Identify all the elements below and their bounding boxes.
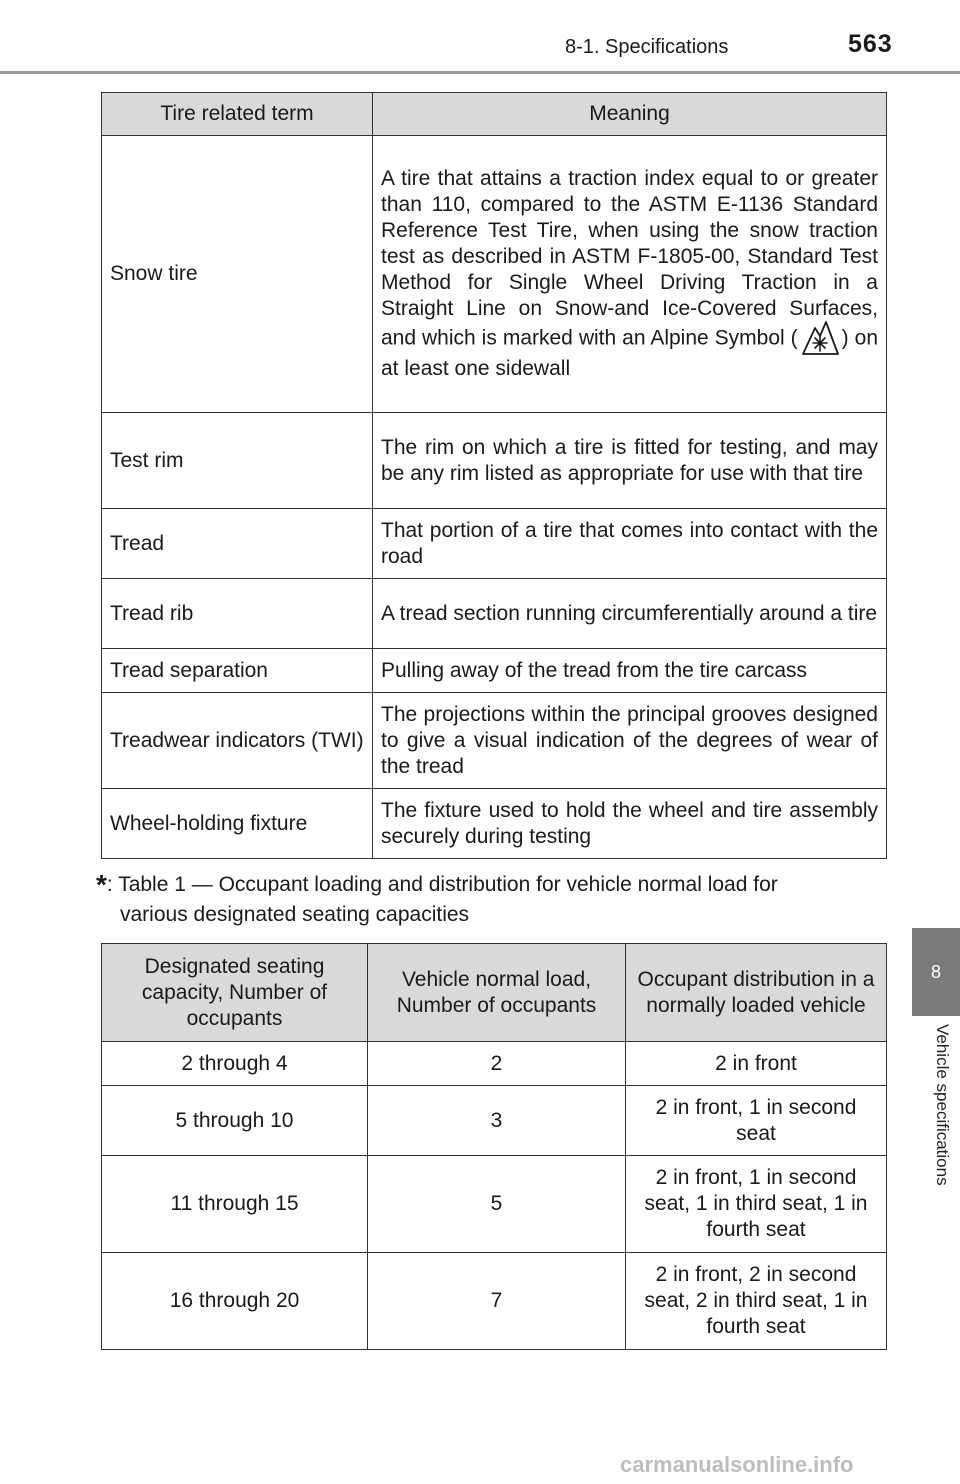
table-row xyxy=(102,413,887,509)
term-cell: Tread separation xyxy=(102,649,373,693)
footnote-line-1: : Table 1 — Occupant loading and distribution for vehicle normal load for xyxy=(106,873,778,896)
meaning-text-cont: ) on at least one sidewall xyxy=(381,326,879,380)
meaning-text: A tire that attains a traction index equal to or greater than 110, compared to the ASTM E-1136 Standard Reference Test Tire, when using the snow traction test as described in ASTM F-1805-00, Standard Test Method for Single Wheel Driving Traction in a Straight Line on Snow-and Ice-Covered Surfaces, and which is marked with an Alpine Symbol ( xyxy=(381,167,878,350)
section-title: 8-1. Specifications xyxy=(565,36,729,58)
footnote-marker: * xyxy=(96,869,107,900)
seating-capacity-cell: 5 through 10 xyxy=(102,1086,368,1156)
table-row xyxy=(102,509,887,579)
table-row xyxy=(102,649,887,693)
meaning-cell: Pulling away of the tread from the tire carcass xyxy=(373,649,887,693)
column-header-meaning: Meaning xyxy=(373,93,887,136)
seating-capacity-cell: 11 through 15 xyxy=(102,1156,368,1253)
chapter-number: 8 xyxy=(930,961,941,982)
meaning-cell: A tread section running circumferentially around a tire xyxy=(373,579,887,649)
normal-load-cell: 7 xyxy=(368,1253,626,1350)
term-cell: Snow tire xyxy=(102,136,373,413)
footnote xyxy=(96,870,896,930)
table-row xyxy=(102,1086,887,1156)
table-row xyxy=(102,1253,887,1350)
occupant-loading-table xyxy=(101,943,887,1350)
column-header-distribution: Occupant distribution in a normally loaded vehicle xyxy=(626,944,887,1042)
distribution-cell: 2 in front, 1 in second seat, 1 in third seat, 1 in fourth seat xyxy=(626,1156,887,1253)
seating-capacity-cell: 16 through 20 xyxy=(102,1253,368,1350)
column-header-seating-capacity: Designated seating capacity, Number of occupants xyxy=(102,944,368,1042)
table-row xyxy=(102,579,887,649)
meaning-cell xyxy=(373,136,887,413)
distribution-cell: 2 in front, 2 in second seat, 2 in third seat, 1 in fourth seat xyxy=(626,1253,887,1350)
distribution-cell: 2 in front, 1 in second seat xyxy=(626,1086,887,1156)
tire-terms-table xyxy=(101,92,887,859)
term-cell: Treadwear indicators (TWI) xyxy=(102,693,373,789)
table-header-row xyxy=(102,93,887,136)
table-row xyxy=(102,693,887,789)
header-divider xyxy=(0,71,960,74)
watermark: carmanualsonline.info xyxy=(620,1452,854,1477)
term-cell: Wheel-holding fixture xyxy=(102,789,373,859)
table-row xyxy=(102,789,887,859)
meaning-cell: That portion of a tire that comes into contact with the road xyxy=(373,509,887,579)
meaning-cell: The projections within the principal grooves designed to give a visual indication of the degrees of wear of the tread xyxy=(373,693,887,789)
distribution-cell: 2 in front xyxy=(626,1042,887,1086)
meaning-cell: The rim on which a tire is fitted for testing, and may be any rim listed as appropriate for use with that tire xyxy=(373,413,887,509)
table-row xyxy=(102,1042,887,1086)
column-header-normal-load: Vehicle normal load, Number of occupants xyxy=(368,944,626,1042)
term-cell: Tread rib xyxy=(102,579,373,649)
normal-load-cell: 5 xyxy=(368,1156,626,1253)
normal-load-cell: 2 xyxy=(368,1042,626,1086)
chapter-tab[interactable] xyxy=(912,928,960,1016)
column-header-term: Tire related term xyxy=(102,93,373,136)
term-cell: Test rim xyxy=(102,413,373,509)
table-header-row xyxy=(102,944,887,1042)
term-cell: Tread xyxy=(102,509,373,579)
chapter-label: Vehicle specifications xyxy=(933,1024,952,1186)
footnote-line-2: various designated seating capacities xyxy=(120,903,470,926)
normal-load-cell: 3 xyxy=(368,1086,626,1156)
table-row xyxy=(102,1156,887,1253)
table-row xyxy=(102,136,887,413)
seating-capacity-cell: 2 through 4 xyxy=(102,1042,368,1086)
page-number: 563 xyxy=(848,30,893,58)
meaning-cell: The fixture used to hold the wheel and tire assembly securely during testing xyxy=(373,789,887,859)
alpine-symbol-icon xyxy=(800,316,840,356)
